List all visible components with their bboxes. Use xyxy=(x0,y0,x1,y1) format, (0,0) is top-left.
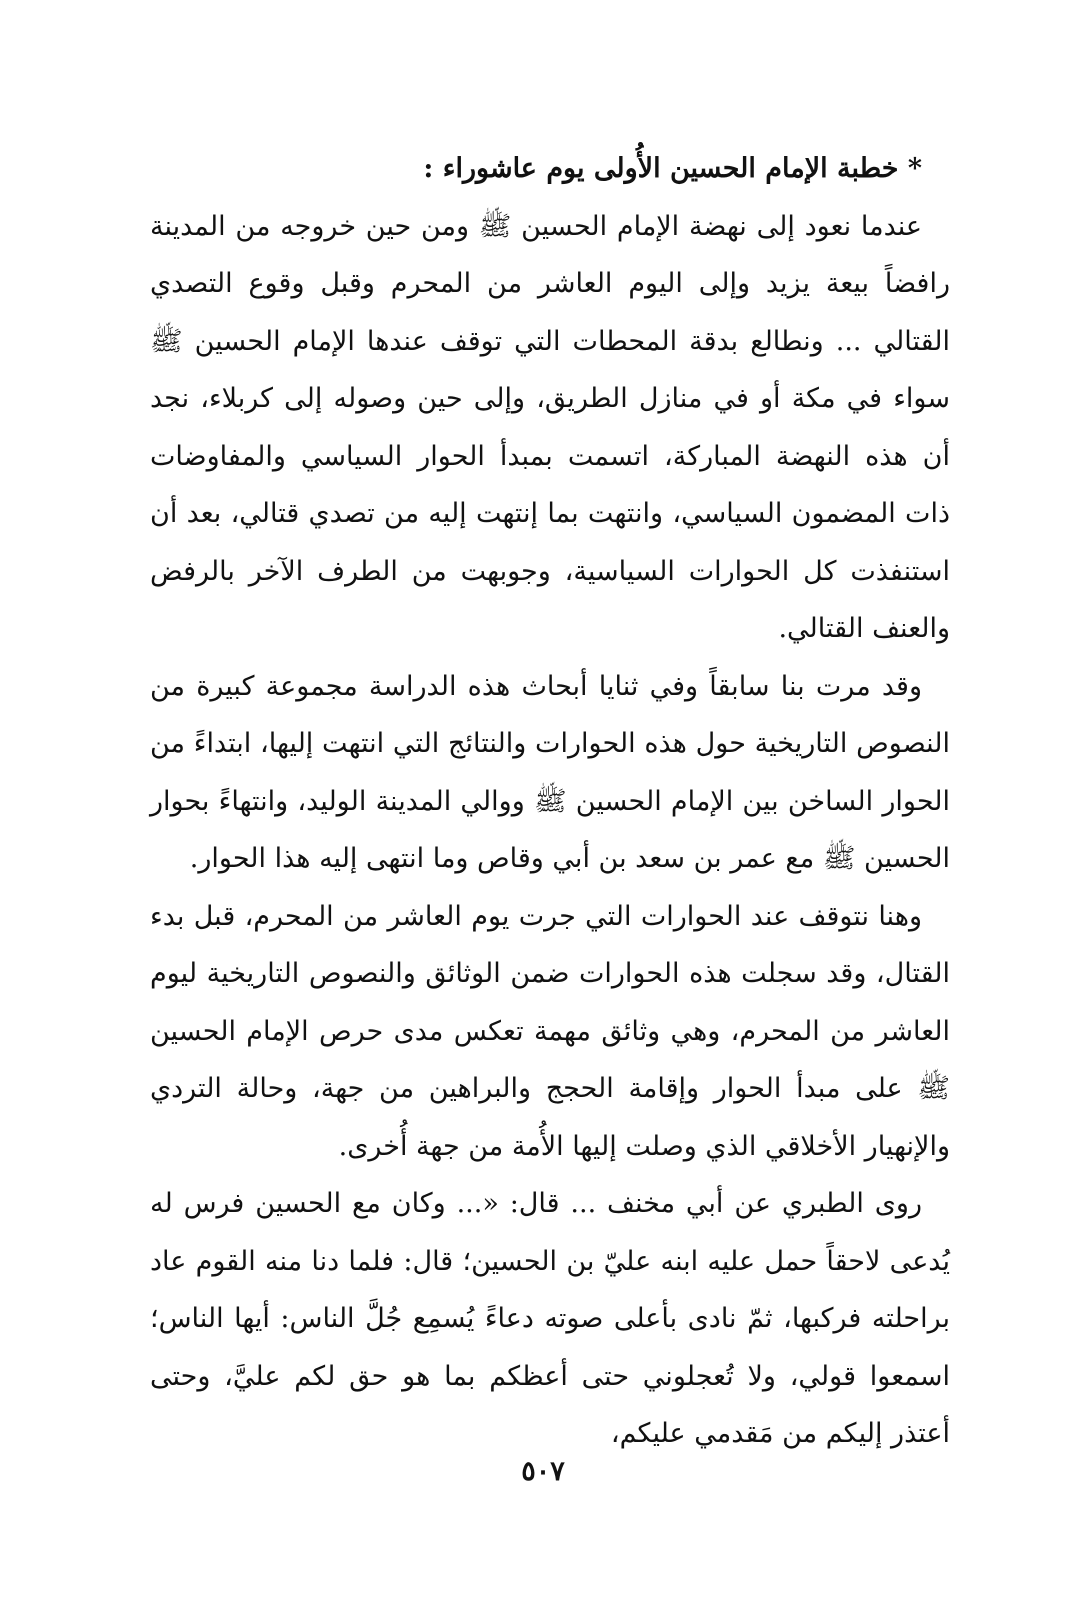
paragraph-1: عندما نعود إلى نهضة الإمام الحسين ﷺ ومن حين خروجه من المدينة رافضاً بيعة يزيد وإلى اليوم العاشر من المحرم وقبل وقوع التصدي القتالي ... ونطالع بدقة المحطات التي توقف عندها الإمام الحسين ﷺ سواء في مكة أو في منازل الطريق، وإلى حين وصوله إلى كربلاء، نجد أن هذه النهضة المباركة، اتسمت بمبدأ الحوار السياسي والمفاوضات ذات المضمون السياسي، وانتهت بما إنتهت إليه من تصدي قتالي، بعد أن استنفذت كل الحوارات السياسية، وجوبهت من الطرف الآخر بالرفض والعنف القتالي. xyxy=(150,210,950,644)
section-heading: * خطبة الإمام الحسين الأُولى يوم عاشوراء : xyxy=(423,153,922,184)
page-number: ٥٠٧ xyxy=(521,1456,565,1487)
page-body xyxy=(150,140,950,1463)
paragraph-3: وهنا نتوقف عند الحوارات التي جرت يوم العاشر من المحرم، قبل بدء القتال، وقد سجلت هذه الحوارات ضمن الوثائق والنصوص التاريخية ليوم العاشر من المحرم، وهي وثائق مهمة تعكس مدى حرص الإمام الحسين ﷺ على مبدأ الحوار وإقامة الحجج والبراهين من جهة، وحالة التردي والإنهيار الأخلاقي الذي وصلت إليها الأُمة من جهة أُخرى. xyxy=(150,900,950,1162)
paragraph-2: وقد مرت بنا سابقاً وفي ثنايا أبحاث هذه الدراسة مجموعة كبيرة من النصوص التاريخية حول هذه الحوارات والنتائج التي انتهت إليها، ابتداءً من الحوار الساخن بين الإمام الحسين ﷺ ووالي المدينة الوليد، وانتهاءً بحوار الحسين ﷺ مع عمر بن سعد بن أبي وقاص وما انتهى إليه هذا الحوار. xyxy=(150,670,950,874)
paragraph-4: روى الطبري عن أبي مخنف ... قال: «... وكان مع الحسين فرس له يُدعى لاحقاً حمل عليه ابنه عليّ بن الحسين؛ قال: فلما دنا منه القوم عاد براحلته فركبها، ثمّ نادى بأعلى صوته دعاءً يُسمِع جُلَّ الناس: أيها الناس؛ اسمعوا قولي، ولا تُعجلوني حتى أعظكم بما هو حق لكم عليَّ، وحتى أعتذر إليكم من مَقدمي عليكم، xyxy=(150,1188,950,1449)
